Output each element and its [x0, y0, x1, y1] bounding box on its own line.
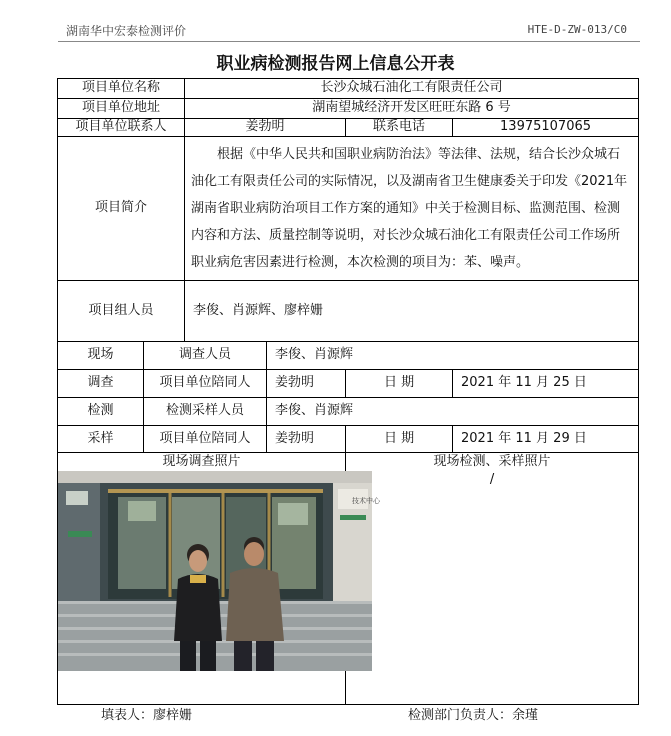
survey-escort-label: 项目单位陪同人	[144, 370, 267, 398]
document-title: 职业病检测报告网上信息公开表	[216, 54, 455, 74]
investigator-value: 李俊、肖源辉	[267, 342, 639, 370]
row-sampling-sampler	[58, 398, 639, 426]
investigator-label: 调查人员	[144, 342, 267, 370]
row-sampling-escort	[58, 426, 639, 453]
row-survey-escort	[58, 370, 639, 398]
row-unit-name	[58, 79, 639, 99]
unit-name-label: 项目单位名称	[58, 79, 185, 99]
survey-label-bottom: 调查	[58, 370, 144, 398]
header-org: 湖南华中宏泰检测评价	[66, 24, 187, 38]
sampling-escort-label: 项目单位陪同人	[144, 426, 267, 453]
filler-signature: 填表人：廖梓姗	[101, 708, 193, 723]
photo-sign-text: 技术中心	[352, 497, 380, 506]
phone-label: 联系电话	[346, 119, 453, 137]
survey-photo-title: 现场调查照片	[162, 454, 241, 469]
sampling-photo-placeholder: /	[489, 472, 495, 488]
unit-address-value: 湖南望城经济开发区旺旺东路 6 号	[185, 99, 639, 119]
sampler-label: 检测采样人员	[144, 398, 267, 426]
unit-name-value: 长沙众城石油化工有限责任公司	[185, 79, 639, 99]
sampler-value: 李俊、肖源辉	[267, 398, 639, 426]
sampling-photo-title: 现场检测、采样照片	[433, 454, 551, 469]
sampling-label-top: 检测	[58, 398, 144, 426]
row-contact	[58, 119, 639, 137]
intro-cell	[185, 137, 639, 281]
sampling-photo-cell	[346, 453, 639, 705]
dept-head-signature: 检测部门负责人：余瑾	[408, 708, 539, 723]
row-intro	[58, 137, 639, 281]
info-table	[57, 78, 639, 705]
survey-date-value: 2021 年 11 月 25 日	[453, 370, 639, 398]
intro-label: 项目简介	[58, 137, 185, 281]
header-divider	[58, 41, 640, 42]
contact-label: 项目单位联系人	[58, 119, 185, 137]
survey-photo-cell	[58, 453, 380, 705]
team-value: 李俊、肖源辉、廖梓姗	[185, 281, 639, 342]
survey-photo-image	[58, 471, 380, 671]
row-photos	[58, 453, 639, 705]
row-unit-address	[58, 99, 639, 119]
survey-photo	[58, 471, 380, 671]
sampling-date-value: 2021 年 11 月 29 日	[453, 426, 639, 453]
team-label: 项目组人员	[58, 281, 185, 342]
sampling-date-label: 日 期	[346, 426, 453, 453]
contact-value: 姜勃明	[185, 119, 346, 137]
phone-value: 13975107065	[453, 119, 639, 137]
sampling-escort-value: 姜勃明	[267, 426, 346, 453]
survey-date-label: 日 期	[346, 370, 453, 398]
survey-label-top: 现场	[58, 342, 144, 370]
survey-escort-value: 姜勃明	[267, 370, 346, 398]
sampling-label-bottom: 采样	[58, 426, 144, 453]
row-survey-investigator	[58, 342, 639, 370]
intro-text: 根据《中华人民共和国职业病防治法》等法律、法规，结合长沙众城石油化工有限责任公司的实际情况，以及湖南省卫生健康委关于印发《2021年湖南省职业病防治项目工作方案的通知》中关于检测目标、监测范围、检测内容和方法、质量控制等说明，对长沙众城石油化工有限责任公司工作场所职业病危害因素进行检测，本次检测的项目为：苯、噪声。	[191, 147, 628, 270]
row-team	[58, 281, 639, 342]
unit-address-label: 项目单位地址	[58, 99, 185, 119]
header-code: HTE-D-ZW-013/C0	[527, 23, 627, 36]
